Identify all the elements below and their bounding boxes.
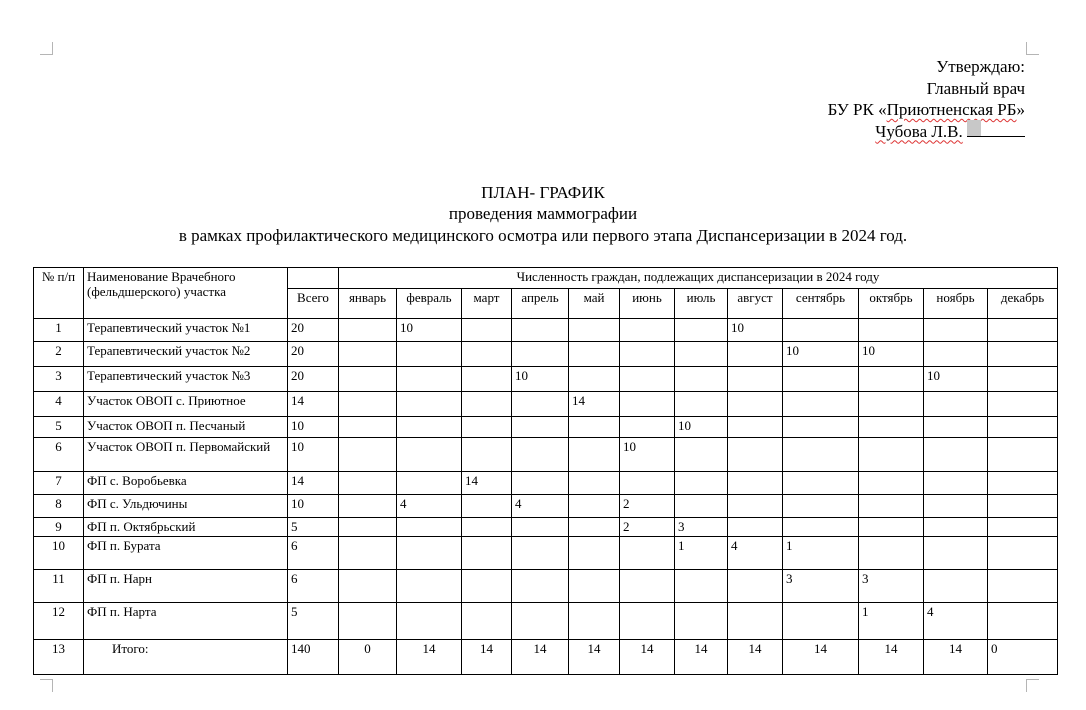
row-name: Терапевтический участок №1 [84, 319, 288, 342]
row-month-9 [859, 392, 924, 417]
header-month-0: январь [339, 289, 397, 319]
header-month-4: май [569, 289, 620, 319]
row-name: ФП с. Ульдючины [84, 495, 288, 518]
row-total: 10 [288, 417, 339, 438]
table-row [34, 495, 1058, 518]
row-name: ФП п. Нарта [84, 603, 288, 640]
row-month-1 [397, 603, 462, 640]
row-month-3 [512, 603, 569, 640]
row-num: 5 [34, 417, 84, 438]
row-month-9: 10 [859, 342, 924, 367]
row-month-0 [339, 537, 397, 570]
row-month-7 [728, 367, 783, 392]
row-month-2 [462, 570, 512, 603]
row-month-6 [675, 495, 728, 518]
row-month-8 [783, 603, 859, 640]
row-total: 10 [288, 438, 339, 472]
table-row [34, 570, 1058, 603]
header-month-3: апрель [512, 289, 569, 319]
row-num: 9 [34, 518, 84, 537]
row-month-1 [397, 570, 462, 603]
row-month-5 [620, 392, 675, 417]
row-month-2 [462, 342, 512, 367]
row-month-4 [569, 537, 620, 570]
row-month-10 [924, 342, 988, 367]
row-total: 10 [288, 495, 339, 518]
row-month-8: 1 [783, 537, 859, 570]
total-month-8: 14 [783, 640, 859, 675]
row-month-8 [783, 472, 859, 495]
table-row [34, 367, 1058, 392]
page-corner-top-right [1026, 42, 1039, 55]
row-month-9 [859, 319, 924, 342]
header-group: Численность граждан, подлежащих диспансеризации в 2024 году [339, 268, 1058, 289]
row-month-11 [988, 472, 1058, 495]
row-month-3: 10 [512, 367, 569, 392]
table-row [34, 472, 1058, 495]
approval-line-2: Главный врач [926, 78, 1025, 98]
row-month-0 [339, 495, 397, 518]
page-corner-bottom-left [40, 679, 53, 692]
row-month-6: 1 [675, 537, 728, 570]
approval-org-suffix: » [1016, 100, 1025, 119]
header-month-10: ноябрь [924, 289, 988, 319]
row-num: 2 [34, 342, 84, 367]
row-num: 8 [34, 495, 84, 518]
row-month-5 [620, 367, 675, 392]
row-month-2 [462, 392, 512, 417]
row-month-6 [675, 342, 728, 367]
row-month-6 [675, 367, 728, 392]
row-name: Участок ОВОП с. Приютное [84, 392, 288, 417]
row-month-10 [924, 319, 988, 342]
total-row [34, 640, 1058, 675]
row-month-11 [988, 518, 1058, 537]
row-month-0 [339, 417, 397, 438]
row-month-1 [397, 342, 462, 367]
row-month-6: 10 [675, 417, 728, 438]
row-month-3 [512, 392, 569, 417]
row-total: 14 [288, 472, 339, 495]
row-month-5 [620, 342, 675, 367]
row-month-3: 4 [512, 495, 569, 518]
row-name: ФП с. Воробьевка [84, 472, 288, 495]
row-month-8 [783, 367, 859, 392]
row-num: 6 [34, 438, 84, 472]
header-month-1: февраль [397, 289, 462, 319]
row-month-7 [728, 342, 783, 367]
header-month-7: август [728, 289, 783, 319]
row-month-10 [924, 570, 988, 603]
header-month-8: сентябрь [783, 289, 859, 319]
row-month-7 [728, 570, 783, 603]
doc-subtitle-2: в рамках профилактического медицинского осмотра или первого этапа Диспансеризации в 2024 год. [178, 226, 908, 245]
row-month-6 [675, 603, 728, 640]
row-total: 20 [288, 319, 339, 342]
row-total: 14 [288, 392, 339, 417]
row-month-2: 14 [462, 472, 512, 495]
row-month-2 [462, 367, 512, 392]
signature-line [967, 122, 1025, 137]
page-corner-top-left [40, 42, 53, 55]
row-month-9 [859, 495, 924, 518]
row-month-3 [512, 342, 569, 367]
approval-block [828, 56, 1025, 142]
row-month-7 [728, 495, 783, 518]
header-name: Наименование Врачебного (фельдшерского) участка [84, 268, 288, 319]
row-total: 5 [288, 518, 339, 537]
row-total: 20 [288, 342, 339, 367]
row-month-0 [339, 342, 397, 367]
row-month-10 [924, 518, 988, 537]
row-num: 3 [34, 367, 84, 392]
row-month-5: 2 [620, 518, 675, 537]
row-num: 4 [34, 392, 84, 417]
total-num: 13 [34, 640, 84, 675]
row-month-11 [988, 495, 1058, 518]
row-month-3 [512, 518, 569, 537]
total-month-6: 14 [675, 640, 728, 675]
table-row [34, 603, 1058, 640]
row-month-4 [569, 319, 620, 342]
row-month-0 [339, 518, 397, 537]
total-month-11: 0 [988, 640, 1058, 675]
header-month-9: октябрь [859, 289, 924, 319]
approval-line-1: Утверждаю: [936, 57, 1025, 76]
row-total: 5 [288, 603, 339, 640]
total-month-2: 14 [462, 640, 512, 675]
row-num: 11 [34, 570, 84, 603]
row-month-2 [462, 417, 512, 438]
header-month-5: июнь [620, 289, 675, 319]
row-month-5 [620, 319, 675, 342]
row-month-1 [397, 417, 462, 438]
row-month-1 [397, 472, 462, 495]
row-month-3 [512, 438, 569, 472]
header-month-11: декабрь [988, 289, 1058, 319]
row-month-4 [569, 495, 620, 518]
total-month-1: 14 [397, 640, 462, 675]
schedule-table [33, 267, 1058, 675]
row-month-11 [988, 537, 1058, 570]
row-month-8 [783, 438, 859, 472]
total-month-3: 14 [512, 640, 569, 675]
row-month-11 [988, 342, 1058, 367]
row-month-5 [620, 570, 675, 603]
row-month-1 [397, 392, 462, 417]
header-month-2: март [462, 289, 512, 319]
row-month-7 [728, 603, 783, 640]
row-name: Терапевтический участок №2 [84, 342, 288, 367]
row-month-6 [675, 319, 728, 342]
header-num: № п/п [34, 268, 84, 319]
row-month-11 [988, 417, 1058, 438]
row-month-2 [462, 438, 512, 472]
table-row [34, 417, 1058, 438]
doc-subtitle: проведения маммографии [448, 204, 638, 223]
row-month-0 [339, 472, 397, 495]
row-name: Участок ОВОП п. Первомайский [84, 438, 288, 472]
row-month-10 [924, 417, 988, 438]
text-cursor-highlight [967, 120, 981, 136]
row-month-5: 10 [620, 438, 675, 472]
row-month-3 [512, 570, 569, 603]
row-num: 1 [34, 319, 84, 342]
header-total: Всего [288, 289, 339, 319]
row-month-4 [569, 603, 620, 640]
row-month-11 [988, 367, 1058, 392]
total-month-7: 14 [728, 640, 783, 675]
row-month-11 [988, 438, 1058, 472]
row-month-10 [924, 537, 988, 570]
row-month-11 [988, 319, 1058, 342]
row-month-0 [339, 438, 397, 472]
row-month-5 [620, 537, 675, 570]
row-month-1: 4 [397, 495, 462, 518]
total-month-10: 14 [924, 640, 988, 675]
table-row [34, 518, 1058, 537]
row-month-4 [569, 367, 620, 392]
row-month-2 [462, 518, 512, 537]
row-month-6 [675, 472, 728, 495]
row-month-3 [512, 537, 569, 570]
row-month-9 [859, 417, 924, 438]
row-month-6: 3 [675, 518, 728, 537]
approval-org-prefix: БУ РК « [827, 100, 887, 119]
row-month-9 [859, 472, 924, 495]
row-num: 7 [34, 472, 84, 495]
row-month-0 [339, 319, 397, 342]
row-month-5 [620, 472, 675, 495]
row-month-3 [512, 319, 569, 342]
row-month-11 [988, 392, 1058, 417]
row-total: 20 [288, 367, 339, 392]
row-month-9: 3 [859, 570, 924, 603]
row-month-8 [783, 518, 859, 537]
row-month-10 [924, 438, 988, 472]
row-month-6 [675, 392, 728, 417]
row-month-0 [339, 570, 397, 603]
table-header-row-1 [34, 268, 1058, 289]
row-month-2 [462, 603, 512, 640]
row-name: Терапевтический участок №3 [84, 367, 288, 392]
table-row [34, 319, 1058, 342]
row-month-10: 4 [924, 603, 988, 640]
row-month-3 [512, 472, 569, 495]
row-month-7: 4 [728, 537, 783, 570]
row-month-8 [783, 392, 859, 417]
row-month-4 [569, 472, 620, 495]
table-row [34, 342, 1058, 367]
table-row [34, 392, 1058, 417]
row-month-5: 2 [620, 495, 675, 518]
row-num: 10 [34, 537, 84, 570]
row-month-2 [462, 495, 512, 518]
approval-signer-name: Чубова Л.В. [875, 121, 963, 141]
row-month-8: 3 [783, 570, 859, 603]
page-corner-bottom-right [1026, 679, 1039, 692]
header-month-6: июль [675, 289, 728, 319]
row-month-10 [924, 495, 988, 518]
doc-title: ПЛАН- ГРАФИК [481, 183, 605, 202]
row-month-10 [924, 392, 988, 417]
row-month-11 [988, 603, 1058, 640]
row-month-10 [924, 472, 988, 495]
total-label: Итого: [84, 640, 288, 675]
total-month-0: 0 [339, 640, 397, 675]
row-month-6 [675, 570, 728, 603]
total-month-9: 14 [859, 640, 924, 675]
row-month-8 [783, 417, 859, 438]
total-month-5: 14 [620, 640, 675, 675]
row-month-7 [728, 417, 783, 438]
row-month-7 [728, 438, 783, 472]
row-month-7 [728, 472, 783, 495]
table-row [34, 537, 1058, 570]
header-blank [288, 268, 339, 289]
row-month-4 [569, 417, 620, 438]
row-month-9 [859, 438, 924, 472]
row-month-9: 1 [859, 603, 924, 640]
row-month-2 [462, 319, 512, 342]
row-month-1 [397, 367, 462, 392]
row-month-3 [512, 417, 569, 438]
row-month-7 [728, 392, 783, 417]
row-month-8: 10 [783, 342, 859, 367]
row-month-4 [569, 518, 620, 537]
row-name: Участок ОВОП п. Песчаный [84, 417, 288, 438]
row-month-10: 10 [924, 367, 988, 392]
row-month-9 [859, 518, 924, 537]
approval-line-3 [828, 99, 1025, 121]
row-month-1 [397, 537, 462, 570]
row-month-6 [675, 438, 728, 472]
row-month-4 [569, 342, 620, 367]
approval-line-4 [828, 121, 1025, 143]
row-month-8 [783, 495, 859, 518]
row-month-7 [728, 518, 783, 537]
row-month-9 [859, 537, 924, 570]
row-month-2 [462, 537, 512, 570]
row-month-0 [339, 603, 397, 640]
row-month-1: 10 [397, 319, 462, 342]
approval-org-name: Приютненская РБ [886, 100, 1017, 119]
row-name: ФП п. Нарн [84, 570, 288, 603]
row-month-8 [783, 319, 859, 342]
row-month-9 [859, 367, 924, 392]
row-total: 6 [288, 537, 339, 570]
total-month-4: 14 [569, 640, 620, 675]
row-month-4 [569, 570, 620, 603]
row-month-11 [988, 570, 1058, 603]
row-month-1 [397, 438, 462, 472]
row-total: 6 [288, 570, 339, 603]
row-num: 12 [34, 603, 84, 640]
row-name: ФП п. Октябрьский [84, 518, 288, 537]
row-month-4: 14 [569, 392, 620, 417]
row-month-5 [620, 603, 675, 640]
row-month-7: 10 [728, 319, 783, 342]
row-month-1 [397, 518, 462, 537]
row-name: ФП п. Бурата [84, 537, 288, 570]
row-month-4 [569, 438, 620, 472]
row-month-0 [339, 392, 397, 417]
row-month-0 [339, 367, 397, 392]
total-sum: 140 [288, 640, 339, 675]
table-row [34, 438, 1058, 472]
row-month-5 [620, 417, 675, 438]
